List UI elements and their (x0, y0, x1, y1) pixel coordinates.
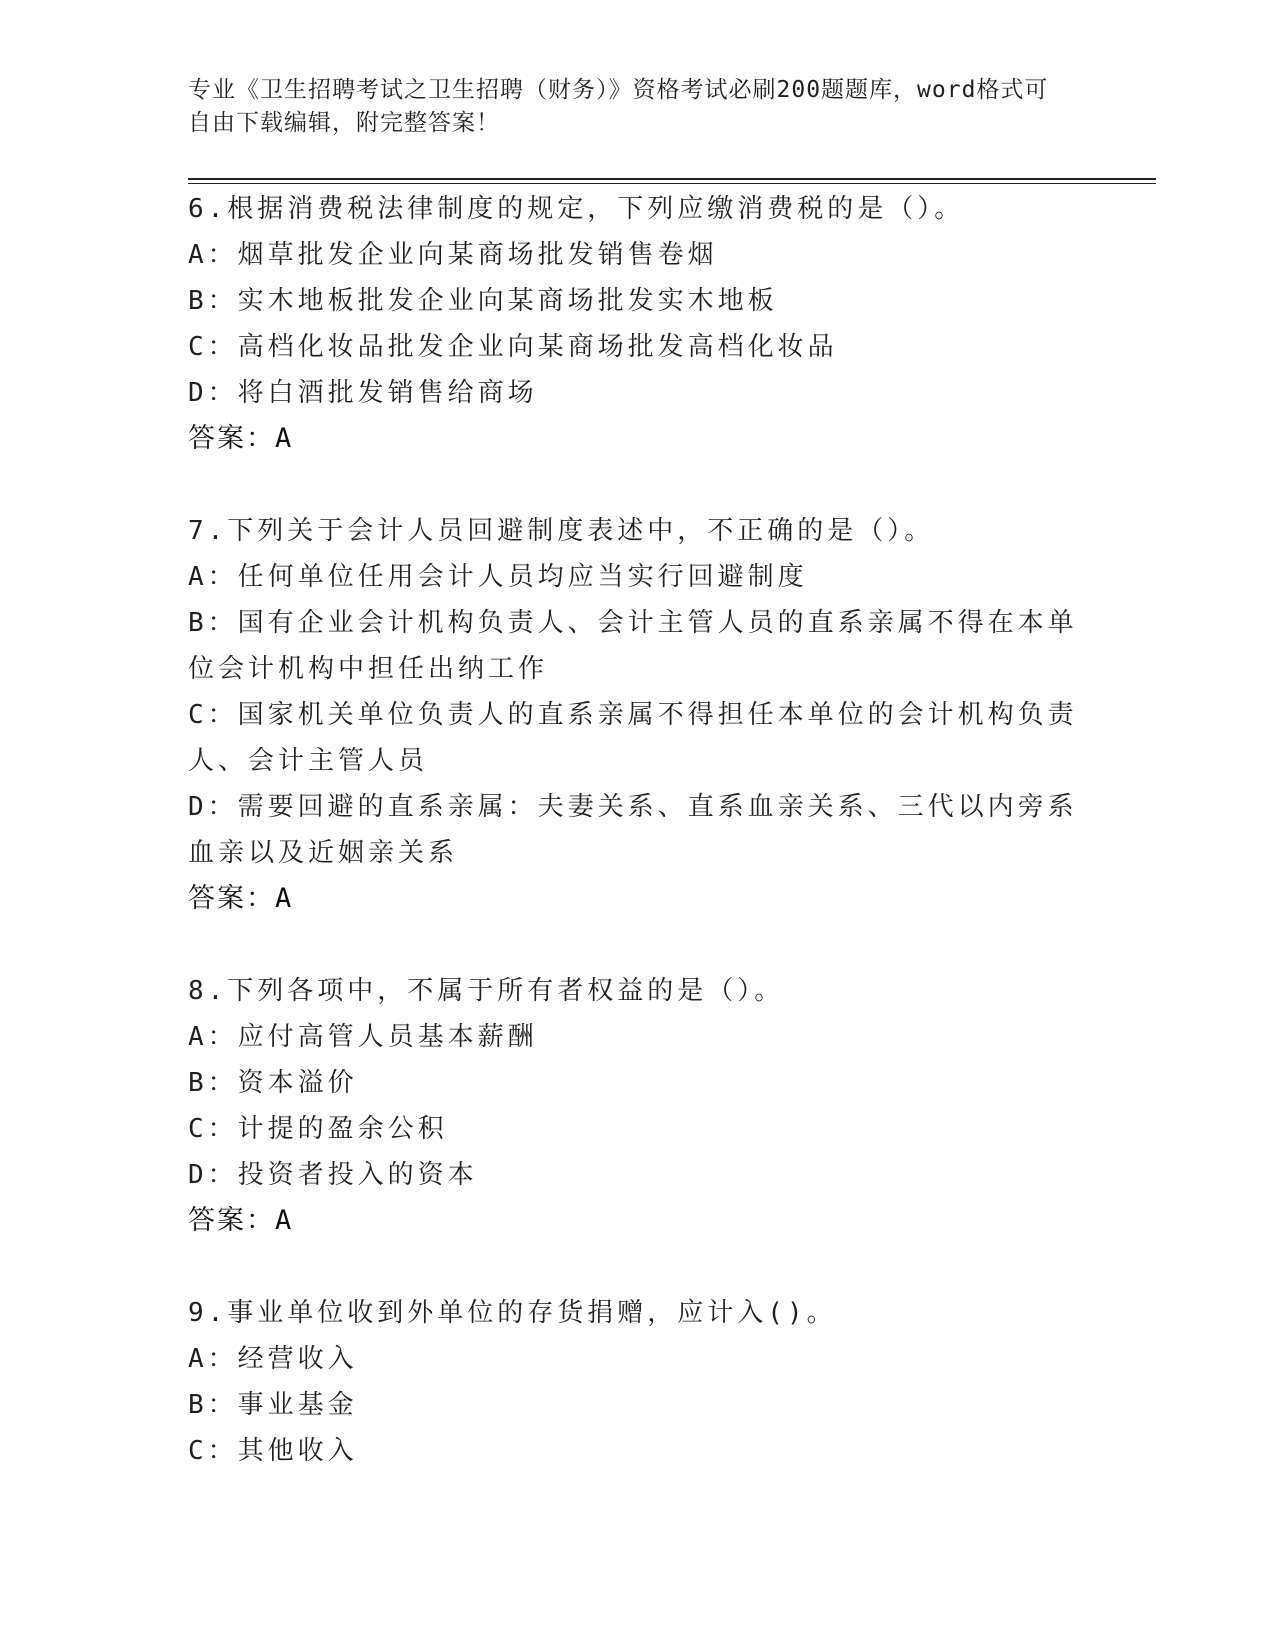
option-key: B： (188, 608, 238, 638)
option-d (188, 784, 1088, 876)
answer-label: 答案： (188, 423, 275, 454)
option-b (188, 1382, 1088, 1428)
option-text: 事业基金 (237, 1390, 358, 1420)
option-d (188, 370, 1088, 416)
option-text: 需要回避的直系亲属：夫妻关系、直系血亲关系、三代以内旁系血亲以及近姻亲关系 (188, 792, 1078, 868)
option-key: C： (188, 1114, 238, 1144)
answer-label: 答案： (188, 1205, 275, 1236)
question-stem: 7.下列关于会计人员回避制度表述中，不正确的是（）。 (188, 516, 935, 546)
option-b (188, 278, 1088, 324)
option-text: 国家机关单位负责人的直系亲属不得担任本单位的会计机构负责人、会计主管人员 (188, 700, 1078, 776)
option-c (188, 692, 1088, 784)
option-text: 计提的盈余公积 (237, 1114, 448, 1144)
document-header: 专业《卫生招聘考试之卫生招聘（财务）》资格考试必刷200题题库，word格式可自由下载编辑，附完整答案！ (188, 77, 1049, 136)
option-a (188, 1014, 1088, 1060)
option-key: A： (188, 1022, 238, 1052)
question-stem: 9.事业单位收到外单位的存货捐赠，应计入()。 (188, 1298, 837, 1328)
option-text: 资本溢价 (237, 1068, 358, 1098)
answer-line (188, 876, 1088, 922)
option-key: D： (188, 792, 238, 822)
answer-line (188, 1198, 1088, 1244)
option-c (188, 1106, 1088, 1152)
answer-value: A (275, 883, 294, 914)
option-key: B： (188, 1390, 238, 1420)
answer-value: A (275, 423, 294, 454)
option-text: 国有企业会计机构负责人、会计主管人员的直系亲属不得在本单位会计机构中担任出纳工作 (188, 608, 1078, 684)
option-text: 应付高管人员基本薪酬 (237, 1022, 538, 1052)
option-a (188, 232, 1088, 278)
option-text: 投资者投入的资本 (237, 1160, 478, 1190)
question-stem: 8.下列各项中，不属于所有者权益的是（）。 (188, 976, 785, 1006)
question-6 (188, 186, 1088, 462)
answer-line (188, 416, 1088, 462)
question-list (188, 186, 1088, 1520)
option-key: C： (188, 332, 238, 362)
question-9 (188, 1290, 1088, 1474)
option-b (188, 1060, 1088, 1106)
header-divider-thick (188, 178, 1156, 180)
option-key: D： (188, 1160, 238, 1190)
option-text: 将白酒批发销售给商场 (237, 378, 538, 408)
option-key: B： (188, 1068, 238, 1098)
option-text: 实木地板批发企业向某商场批发实木地板 (237, 286, 778, 316)
option-key: C： (188, 700, 238, 730)
option-text: 经营收入 (237, 1344, 358, 1374)
option-key: C： (188, 1436, 238, 1466)
header-divider-thin (188, 183, 1156, 184)
option-a (188, 554, 1088, 600)
option-key: B： (188, 286, 238, 316)
question-stem: 6.根据消费税法律制度的规定，下列应缴消费税的是（）。 (188, 194, 965, 224)
option-text: 任何单位任用会计人员均应当实行回避制度 (237, 562, 808, 592)
option-text: 烟草批发企业向某商场批发销售卷烟 (237, 240, 718, 270)
option-key: A： (188, 562, 238, 592)
option-key: D： (188, 378, 238, 408)
option-a (188, 1336, 1088, 1382)
answer-label: 答案： (188, 883, 275, 914)
option-b (188, 600, 1088, 692)
option-c (188, 324, 1088, 370)
option-key: A： (188, 240, 238, 270)
option-text: 高档化妆品批发企业向某商场批发高档化妆品 (237, 332, 838, 362)
option-key: A： (188, 1344, 238, 1374)
option-text: 其他收入 (237, 1436, 358, 1466)
option-d (188, 1152, 1088, 1198)
question-7 (188, 508, 1088, 922)
question-8 (188, 968, 1088, 1244)
answer-value: A (275, 1205, 294, 1236)
option-c (188, 1428, 1088, 1474)
